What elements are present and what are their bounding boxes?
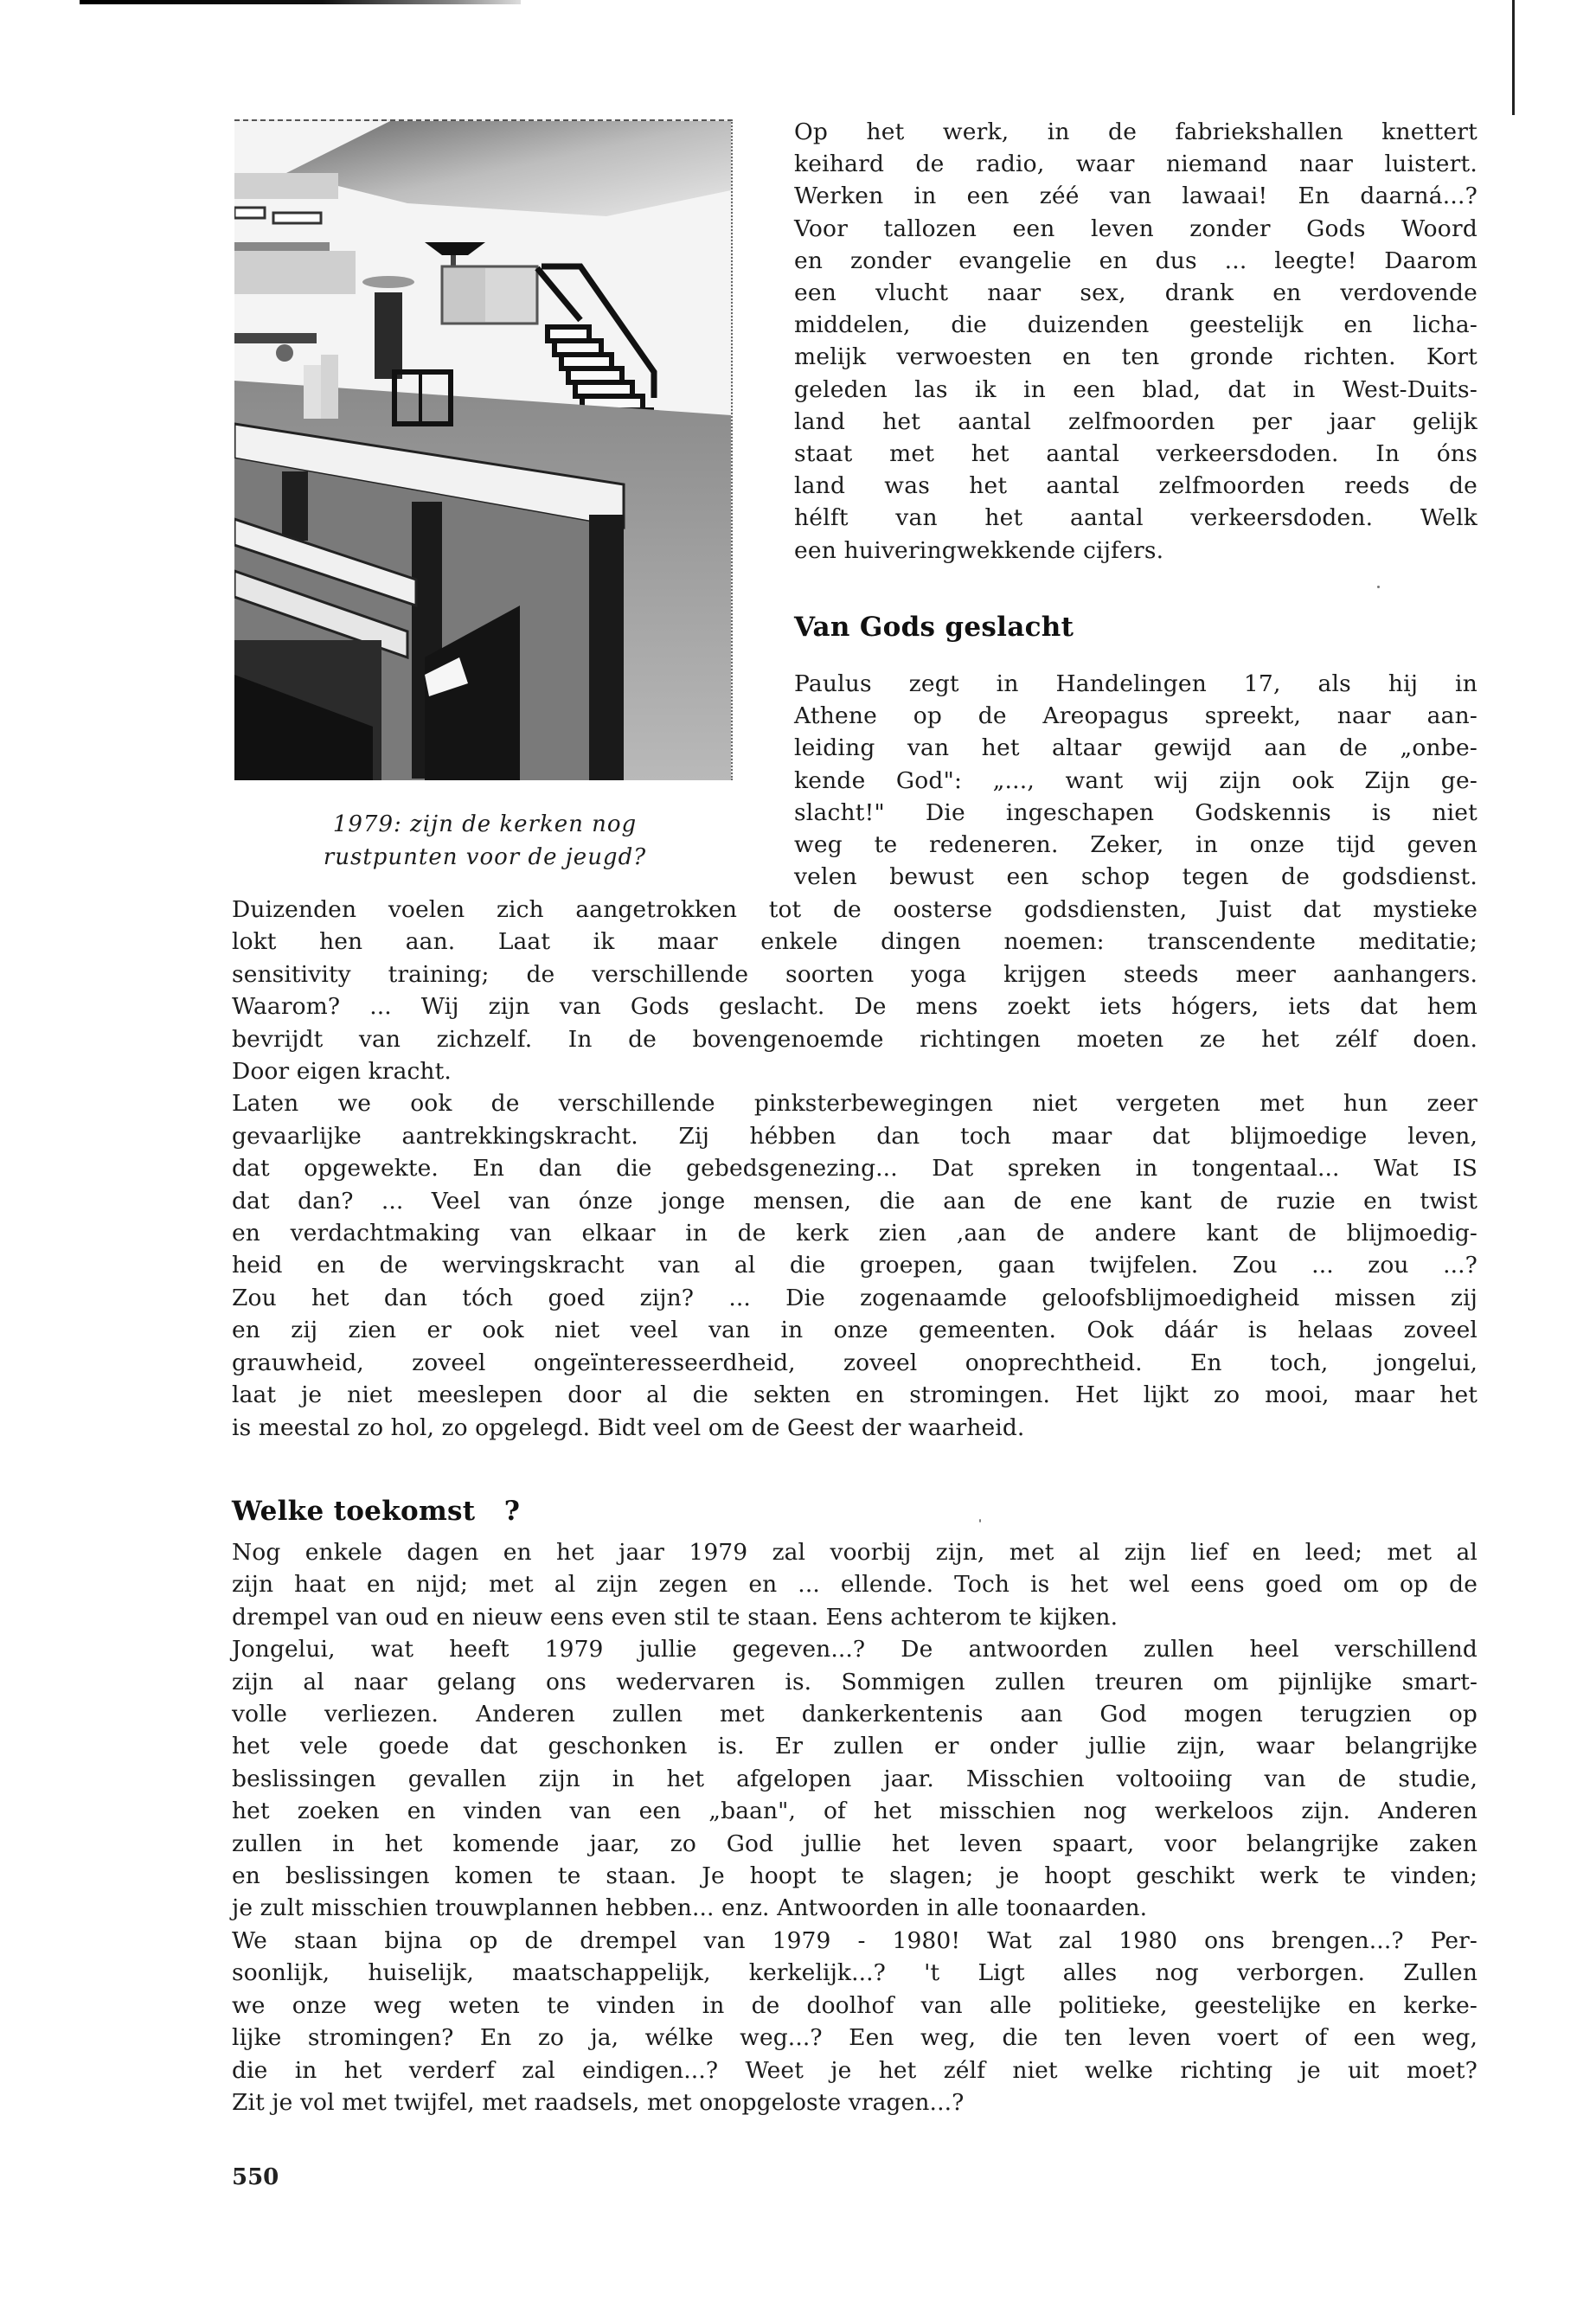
text-line: melijk verwoesten en ten gronde richten. Kort xyxy=(794,343,1477,371)
text-line: land was het aantal zelfmoorden reeds de xyxy=(794,472,1477,500)
scan-edge-right xyxy=(1512,0,1515,115)
text-line: staat met het aantal verkeersdoden. In óns xyxy=(794,440,1477,468)
text-line: Duizenden voelen zich aangetrokken tot de oosterse godsdiensten, Juist dat mystieke xyxy=(232,896,1477,923)
section-heading-welke-toekomst: Welke toekomst ? xyxy=(232,1496,521,1527)
text-line: middelen, die duizenden geestelijk en licha- xyxy=(794,311,1477,339)
text-line: volle verliezen. Anderen zullen met dankerkentenis aan God mogen terugzien op xyxy=(232,1701,1477,1728)
text-line: soonlijk, huiselijk, maatschappelijk, kerkelijk...? 't Ligt alles nog verborgen. Zullen xyxy=(232,1959,1477,1987)
text-line: je zult misschien trouwplannen hebben... enz. Antwoorden in alle toonaarden. xyxy=(232,1894,1148,1922)
text-line: weg te redeneren. Zeker, in onze tijd geven xyxy=(794,831,1477,859)
text-line: beslissingen gevallen zijn in het afgelopen jaar. Misschien voltooiing van de studie, xyxy=(232,1765,1477,1792)
intro-paragraph xyxy=(794,116,1477,567)
text-line: Nog enkele dagen en het jaar 1979 zal voorbij zijn, met al zijn lief en leed; met al xyxy=(232,1539,1477,1566)
text-line: leiding van het altaar gewijd aan de „onbe- xyxy=(794,734,1477,762)
scan-speck xyxy=(1377,586,1380,588)
page-number: 550 xyxy=(232,2164,279,2190)
text-line: sensitivity training; de verschillende soorten yoga krijgen steeds meer aanhangers. xyxy=(232,960,1477,988)
welke-toekomst-paragraph xyxy=(232,1536,1477,2118)
text-line: Op het werk, in de fabriekshallen knettert xyxy=(794,119,1477,145)
text-line: en verdachtmaking van elkaar in de kerk zien ,aan de andere kant de blijmoedig- xyxy=(232,1220,1477,1247)
text-line: Jongelui, wat heeft 1979 jullie gegeven...? De antwoorden zullen heel verschillend xyxy=(232,1636,1477,1663)
caption-line: rustpunten voor de jeugd? xyxy=(323,844,647,870)
text-line: gevaarlijke aantrekkingskracht. Zij hébben dan toch maar dat blijmoedige leven, xyxy=(232,1122,1477,1150)
church-interior-photo xyxy=(234,119,733,780)
text-line: kende God": „..., want wij zijn ook Zijn ge- xyxy=(794,766,1477,794)
text-line: land het aantal zelfmoorden per jaar gelijk xyxy=(794,407,1477,435)
text-line: Laten we ook de verschillende pinksterbewegingen niet vergeten met hun zeer xyxy=(232,1090,1477,1118)
text-line: Waarom? ... Wij zijn van Gods geslacht. De mens zoekt iets hógers, iets dat hem xyxy=(232,993,1477,1021)
text-line: Zou het dan tóch goed zijn? ... Die zogenaamde geloofsblijmoedigheid missen zij xyxy=(232,1284,1477,1311)
text-line: lijke stromingen? En zo ja, wélke weg...? Een weg, die ten leven voert of een weg, xyxy=(232,2024,1477,2052)
text-line: we onze weg weten te vinden in de doolhof van alle politieke, geestelijke en kerke- xyxy=(232,1991,1477,2019)
text-line: het zoeken en vinden van een „baan", of het misschien nog werkeloos zijn. Anderen xyxy=(232,1798,1477,1825)
text-line: bevrijdt van zichzelf. In de bovengenoemde richtingen moeten ze het zélf doen. xyxy=(232,1025,1477,1053)
text-line: zullen in het komende jaar, zo God jullie het leven spaart, voor belangrijke zaken xyxy=(232,1830,1477,1857)
text-line: Athene op de Areopagus spreekt, naar aan- xyxy=(794,702,1477,730)
text-line: dat opgewekte. En dan die gebedsgenezing... Dat spreken in tongentaal... Wat IS xyxy=(232,1155,1477,1183)
text-line: zijn haat en nijd; met al zijn zegen en ... ellende. Toch is het wel eens goed om op de xyxy=(232,1571,1477,1599)
text-line: een huiveringwekkende cijfers. xyxy=(794,536,1164,564)
text-line: heid en de wervingskracht van al die groepen, gaan twijfelen. Zou ... zou ...? xyxy=(232,1252,1477,1279)
text-line: en beslissingen komen te staan. Je hoopt te slagen; je hoopt geschikt werk te vinden; xyxy=(232,1862,1477,1890)
gods-geslacht-full-paragraph xyxy=(232,894,1477,1444)
scan-edge-top xyxy=(80,0,521,4)
text-line: geleden las ik in een blad, dat in West-Duits- xyxy=(794,375,1477,403)
text-line: laat je niet meeslepen door al die sekten en stromingen. Het lijkt zo mooi, maar het xyxy=(232,1381,1477,1409)
text-line: slacht!" Die ingeschapen Godskennis is niet xyxy=(794,798,1477,826)
text-line: lokt hen aan. Laat ik maar enkele dingen noemen: transcendente meditatie; xyxy=(232,928,1477,956)
text-line: grauwheid, zoveel ongeïnteresseerdheid, zoveel onoprechtheid. En toch, jongelui, xyxy=(232,1349,1477,1376)
section-heading-van-gods-geslacht: Van Gods geslacht xyxy=(794,612,1074,643)
text-line: en zonder evangelie en dus ... leegte! Daarom xyxy=(794,247,1477,274)
gods-geslacht-column-paragraph xyxy=(794,668,1477,893)
text-line: Paulus zegt in Handelingen 17, als hij in xyxy=(794,670,1477,697)
text-line: dat dan? ... Veel van ónze jonge mensen, die aan de ene kant de ruzie en twist xyxy=(232,1187,1477,1215)
caption-line: 1979: zijn de kerken nog xyxy=(332,811,638,837)
text-line: die in het verderf zal eindigen...? Weet je het zélf niet welke richting je uit moet? xyxy=(232,2056,1477,2084)
text-line: Voor tallozen een leven zonder Gods Woord xyxy=(794,215,1477,242)
text-line: We staan bijna op de drempel van 1979 - 1980! Wat zal 1980 ons brengen...? Per- xyxy=(232,1926,1477,1954)
text-line: zijn al naar gelang ons wedervaren is. Sommigen zullen treuren om pijnlijke smart- xyxy=(232,1668,1477,1695)
text-line: Door eigen kracht. xyxy=(232,1058,452,1086)
scan-speck xyxy=(979,1519,981,1522)
text-line: een vlucht naar sex, drank en verdovende xyxy=(794,279,1477,307)
photo-caption xyxy=(232,808,738,874)
photo-illustration xyxy=(234,121,731,780)
text-line: het vele goede dat geschonken is. Er zullen er onder jullie zijn, waar belangrijke xyxy=(232,1733,1477,1760)
text-line: Zit je vol met twijfel, met raadsels, met onopgeloste vragen...? xyxy=(232,2088,965,2116)
text-line: Werken in een zéé van lawaai! En daarná...? xyxy=(794,183,1477,210)
text-line: velen bewust een schop tegen de godsdienst. xyxy=(794,863,1477,891)
text-line: hélft van het aantal verkeersdoden. Welk xyxy=(794,504,1477,532)
text-line: en zij zien er ook niet veel van in onze gemeenten. Ook dáár is helaas zoveel xyxy=(232,1317,1477,1344)
text-line: is meestal zo hol, zo opgelegd. Bidt veel om de Geest der waarheid. xyxy=(232,1413,1025,1441)
text-line: keihard de radio, waar niemand naar luistert. xyxy=(794,151,1477,178)
text-line: drempel van oud en nieuw eens even stil te staan. Eens achterom te kijken. xyxy=(232,1603,1118,1631)
